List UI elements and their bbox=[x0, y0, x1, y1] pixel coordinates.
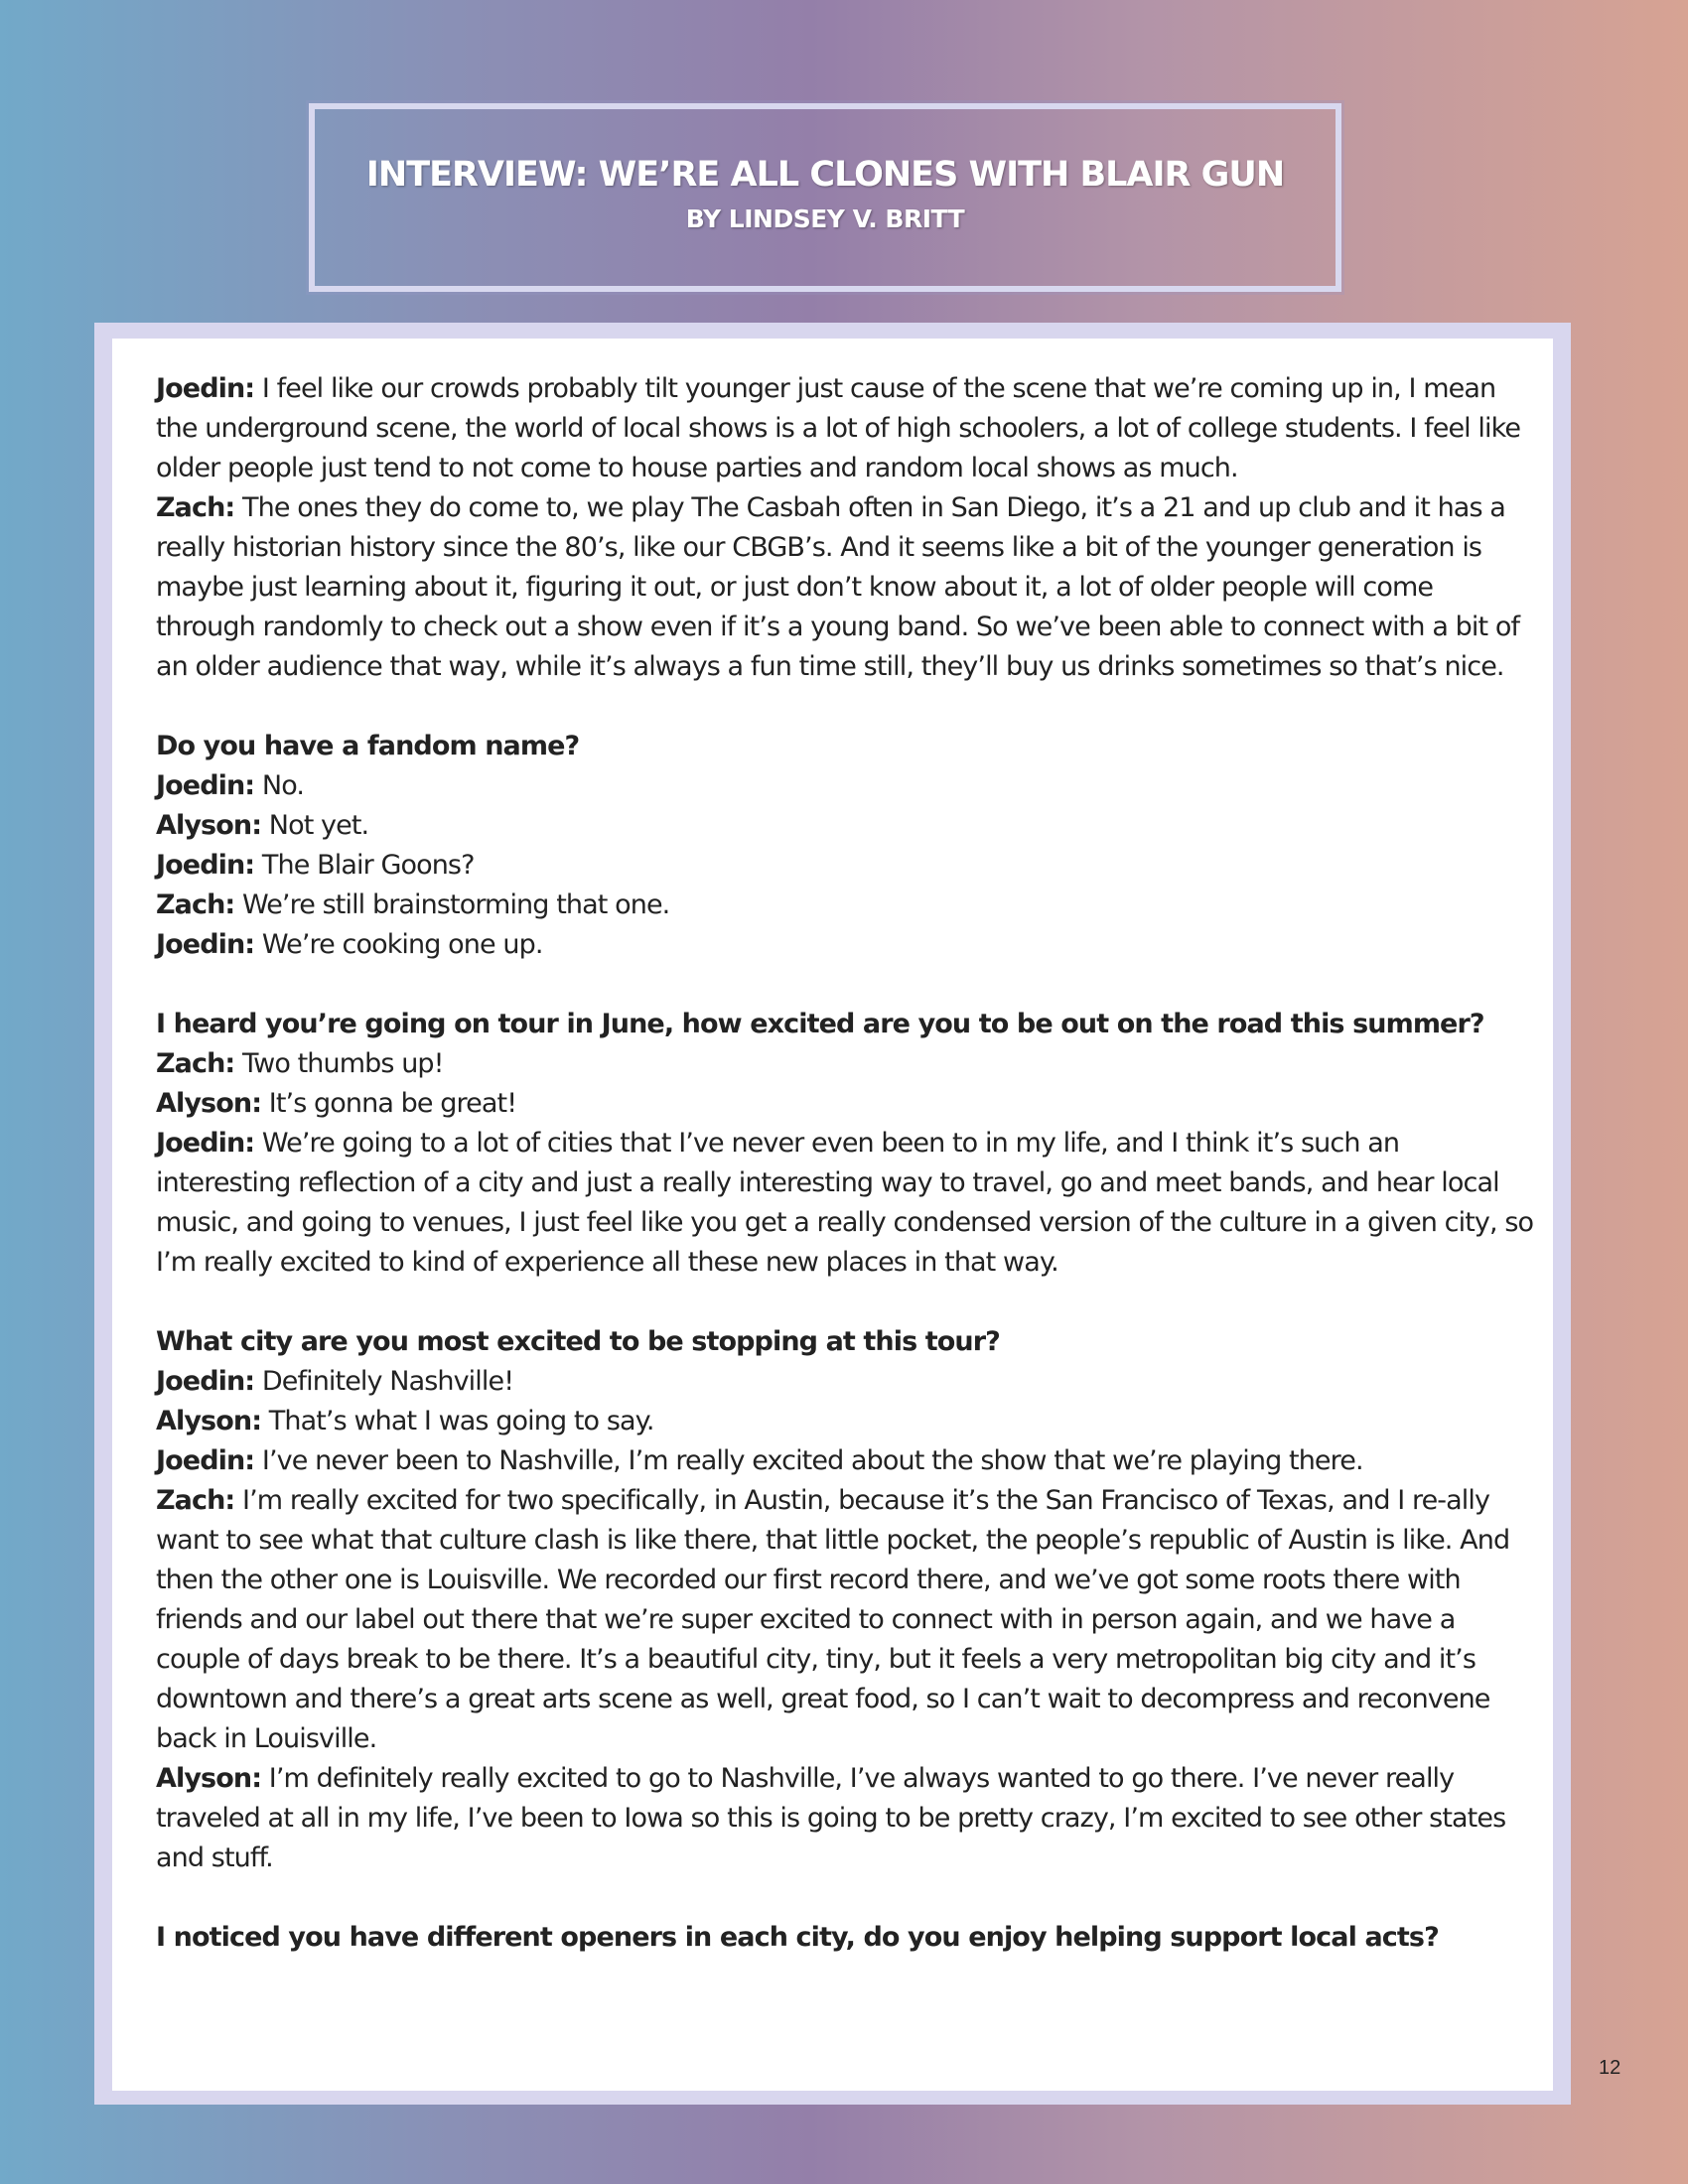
answer-paragraph bbox=[156, 488, 1536, 687]
question-heading bbox=[156, 1005, 1536, 1044]
speaker-name: Zach: bbox=[156, 492, 235, 523]
speaker-name: Joedin: bbox=[156, 1128, 255, 1159]
speaker-name: Zach: bbox=[156, 889, 235, 920]
answer-paragraph bbox=[156, 1362, 1536, 1402]
speaker-name: Zach: bbox=[156, 1485, 235, 1516]
answer-text: I’m definitely really excited to go to Nashville, I’ve always wanted to go there. I’ve never really traveled at all in my life, I’ve been to Iowa so this is going to be pretty crazy, I’m excited to see other states and stuff. bbox=[156, 1763, 1506, 1873]
paragraph-gap bbox=[156, 1283, 1536, 1322]
answer-paragraph bbox=[156, 1124, 1536, 1283]
answer-paragraph bbox=[156, 1481, 1536, 1759]
title-box bbox=[309, 103, 1341, 292]
answer-paragraph bbox=[156, 886, 1536, 925]
answer-text: That’s what I was going to say. bbox=[261, 1406, 654, 1436]
speaker-name: Joedin: bbox=[156, 373, 255, 404]
answer-paragraph bbox=[156, 1044, 1536, 1084]
answer-text: No. bbox=[254, 770, 305, 801]
answer-text: I feel like our crowds probably tilt younger just cause of the scene that we’re coming up in, I mean the underground scene, the world of local shows is a lot of high schoolers, a lot of college students. I feel like older people just tend to not come to house parties and random local shows as much. bbox=[156, 373, 1521, 483]
speaker-name: Joedin: bbox=[156, 1445, 255, 1476]
question-heading bbox=[156, 1322, 1536, 1362]
answer-paragraph bbox=[156, 925, 1536, 965]
answer-text: I’m really excited for two specifically, in Austin, because it’s the San Francisco of Texas, and I re-ally want to see what that culture clash is like there, that little pocket, the people’s republic of Austin is like. And then the other one is Louisville. We recorded our first record there, and we’ve got some roots there with friends and our label out there that we’re super excited to connect with in person again, and we have a couple of days break to be there. It’s a beautiful city, tiny, but it feels a very metropolitan big city and it’s downtown and there’s a great arts scene as well, great food, so I can’t wait to decompress and reconvene back in Louisville. bbox=[156, 1485, 1510, 1754]
speaker-name: Alyson: bbox=[156, 1088, 262, 1119]
answer-text: The Blair Goons? bbox=[254, 850, 475, 881]
question-text: Do you have a fandom name? bbox=[156, 731, 580, 761]
speaker-name: Alyson: bbox=[156, 1406, 262, 1436]
article-byline: BY LINDSEY V. BRITT bbox=[685, 205, 965, 233]
paragraph-gap bbox=[156, 687, 1536, 727]
answer-text: The ones they do come to, we play The Casbah often in San Diego, it’s a 21 and up club and it has a really historian history since the 80’s, like our CBGB’s. And it seems like a bit of the younger generation is maybe just learning about it, figuring it out, or just don’t know about it, a lot of older people will come through randomly to check out a show even if it’s a young band. So we’ve been able to connect with a bit of an older audience that way, while it’s always a fun time still, they’ll buy us drinks sometimes so that’s nice. bbox=[156, 492, 1520, 682]
speaker-name: Joedin: bbox=[156, 770, 255, 801]
speaker-name: Zach: bbox=[156, 1048, 235, 1079]
paragraph-gap bbox=[156, 1878, 1536, 1918]
speaker-name: Joedin: bbox=[156, 1366, 255, 1397]
answer-text: We’re still brainstorming that one. bbox=[234, 889, 670, 920]
speaker-name: Joedin: bbox=[156, 850, 255, 881]
article-title: INTERVIEW: WE’RE ALL CLONES WITH BLAIR GUN bbox=[365, 155, 1285, 195]
answer-text: Not yet. bbox=[261, 810, 369, 841]
answer-paragraph bbox=[156, 806, 1536, 846]
question-text: What city are you most excited to be stopping at this tour? bbox=[156, 1326, 1000, 1357]
answer-text: Definitely Nashville! bbox=[254, 1366, 514, 1397]
speaker-name: Alyson: bbox=[156, 810, 262, 841]
answer-paragraph bbox=[156, 846, 1536, 886]
answer-text: We’re going to a lot of cities that I’ve never even been to in my life, and I think it’s such an interesting reflection of a city and just a really interesting way to travel, go and meet bands, and hear local music, and going to venues, I just feel like you get a really condensed version of the culture in a given city, so I’m really excited to kind of experience all these new places in that way. bbox=[156, 1128, 1534, 1278]
answer-paragraph bbox=[156, 1759, 1536, 1878]
paragraph-gap bbox=[156, 965, 1536, 1005]
answer-text: I’ve never been to Nashville, I’m really excited about the show that we’re playing there. bbox=[254, 1445, 1363, 1476]
speaker-name: Joedin: bbox=[156, 929, 255, 960]
question-text: I noticed you have different openers in each city, do you enjoy helping support local acts? bbox=[156, 1922, 1439, 1953]
answer-text: It’s gonna be great! bbox=[261, 1088, 517, 1119]
answer-text: Two thumbs up! bbox=[234, 1048, 444, 1079]
page-number: 12 bbox=[1599, 2057, 1621, 2079]
answer-text: We’re cooking one up. bbox=[254, 929, 543, 960]
answer-paragraph bbox=[156, 1441, 1536, 1481]
answer-paragraph bbox=[156, 369, 1536, 488]
interview-body bbox=[156, 369, 1536, 1958]
answer-paragraph bbox=[156, 1402, 1536, 1441]
answer-paragraph bbox=[156, 1084, 1536, 1124]
question-heading bbox=[156, 727, 1536, 766]
question-heading bbox=[156, 1918, 1536, 1958]
answer-paragraph bbox=[156, 766, 1536, 806]
question-text: I heard you’re going on tour in June, how excited are you to be out on the road this summer? bbox=[156, 1009, 1484, 1039]
speaker-name: Alyson: bbox=[156, 1763, 262, 1794]
